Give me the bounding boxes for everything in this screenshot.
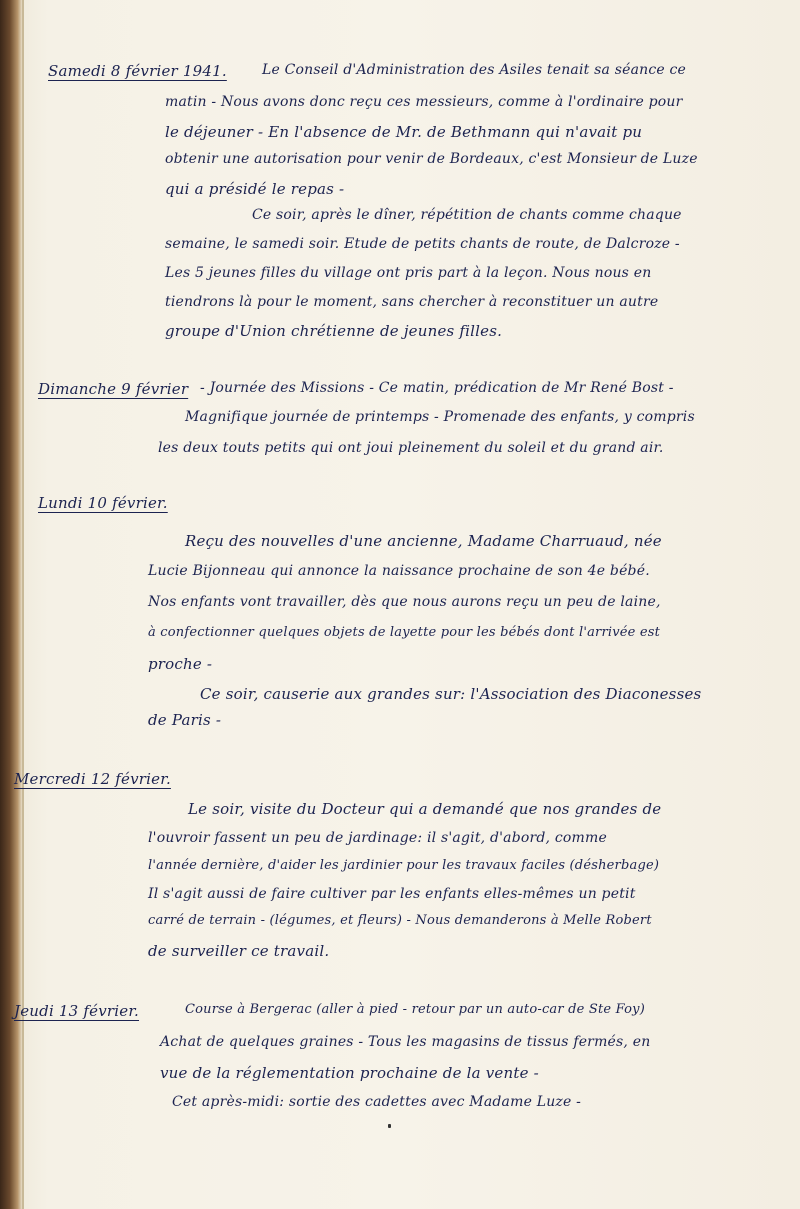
entry-text-line: les deux touts petits qui ont joui pleinement du soleil et du grand air. <box>158 440 664 456</box>
book-binding <box>0 0 22 1209</box>
entry-text-line: Achat de quelques graines - Tous les magasins de tissus fermés, en <box>160 1034 651 1050</box>
entry-text-line: l'année dernière, d'aider les jardinier pour les travaux faciles (désherbage) <box>148 858 660 873</box>
entry-date: Jeudi 13 février. <box>14 1002 140 1020</box>
entry-date: Dimanche 9 février <box>38 380 189 398</box>
entry-text-line: Reçu des nouvelles d'une ancienne, Madame Charruaud, née <box>185 532 662 550</box>
entry-text-line: Course à Bergerac (aller à pied - retour par un auto-car de Ste Foy) <box>185 1002 645 1017</box>
entry-text-line: Ce soir, après le dîner, répétition de chants comme chaque <box>252 207 682 223</box>
entry-text-line: Il s'agit aussi de faire cultiver par les enfants elles-mêmes un petit <box>148 886 636 902</box>
entry-text-line: Lucie Bijonneau qui annonce la naissance prochaine de son 4e bébé. <box>148 563 650 579</box>
entry-text-line: matin - Nous avons donc reçu ces messieurs, comme à l'ordinaire pour <box>165 94 683 110</box>
binding-edge <box>22 0 24 1209</box>
entry-text-line: Cet après-midi: sortie des cadettes avec Madame Luze - <box>172 1094 582 1110</box>
entry-text-line: Le soir, visite du Docteur qui a demandé que nos grandes de <box>188 800 662 818</box>
entry-text-line: semaine, le samedi soir. Etude de petits chants de route, de Dalcroze - <box>165 236 680 252</box>
entry-text-line: Les 5 jeunes filles du village ont pris part à la leçon. Nous nous en <box>165 265 652 281</box>
entry-text-line: Le Conseil d'Administration des Asiles tenait sa séance ce <box>262 62 687 78</box>
entry-text-line: l'ouvroir fassent un peu de jardinage: il s'agit, d'abord, comme <box>148 830 607 846</box>
entry-text-line: Ce soir, causerie aux grandes sur: l'Association des Diaconesses <box>200 685 702 703</box>
entry-text-line: groupe d'Union chrétienne de jeunes filles. <box>165 322 503 340</box>
ink-mark <box>388 1124 391 1128</box>
entry-text-line: le déjeuner - En l'absence de Mr. de Bethmann qui n'avait pu <box>165 123 643 141</box>
entry-text-line: proche - <box>148 655 213 673</box>
entry-text-line: vue de la réglementation prochaine de la vente - <box>160 1064 539 1082</box>
entry-date: Mercredi 12 février. <box>14 770 171 788</box>
entry-date: Samedi 8 février 1941. <box>48 62 227 80</box>
entry-text-line: de Paris - <box>148 711 222 729</box>
entry-date: Lundi 10 février. <box>38 494 168 512</box>
entry-text-line: Nos enfants vont travailler, dès que nous aurons reçu un peu de laine, <box>148 594 661 610</box>
entry-text-line: Magnifique journée de printemps - Promenade des enfants, y compris <box>185 409 695 425</box>
entry-text-line: obtenir une autorisation pour venir de Bordeaux, c'est Monsieur de Luze <box>165 151 698 167</box>
entry-text-line: de surveiller ce travail. <box>148 942 330 960</box>
entry-text-line: à confectionner quelques objets de layette pour les bébés dont l'arrivée est <box>148 625 661 640</box>
entry-text-line: tiendrons là pour le moment, sans chercher à reconstituer un autre <box>165 294 659 310</box>
entry-text-line: carré de terrain - (légumes, et fleurs) - Nous demanderons à Melle Robert <box>148 913 652 928</box>
entry-text-line: qui a présidé le repas - <box>165 180 345 198</box>
entry-text-line: - Journée des Missions - Ce matin, prédication de Mr René Bost - <box>200 380 674 396</box>
